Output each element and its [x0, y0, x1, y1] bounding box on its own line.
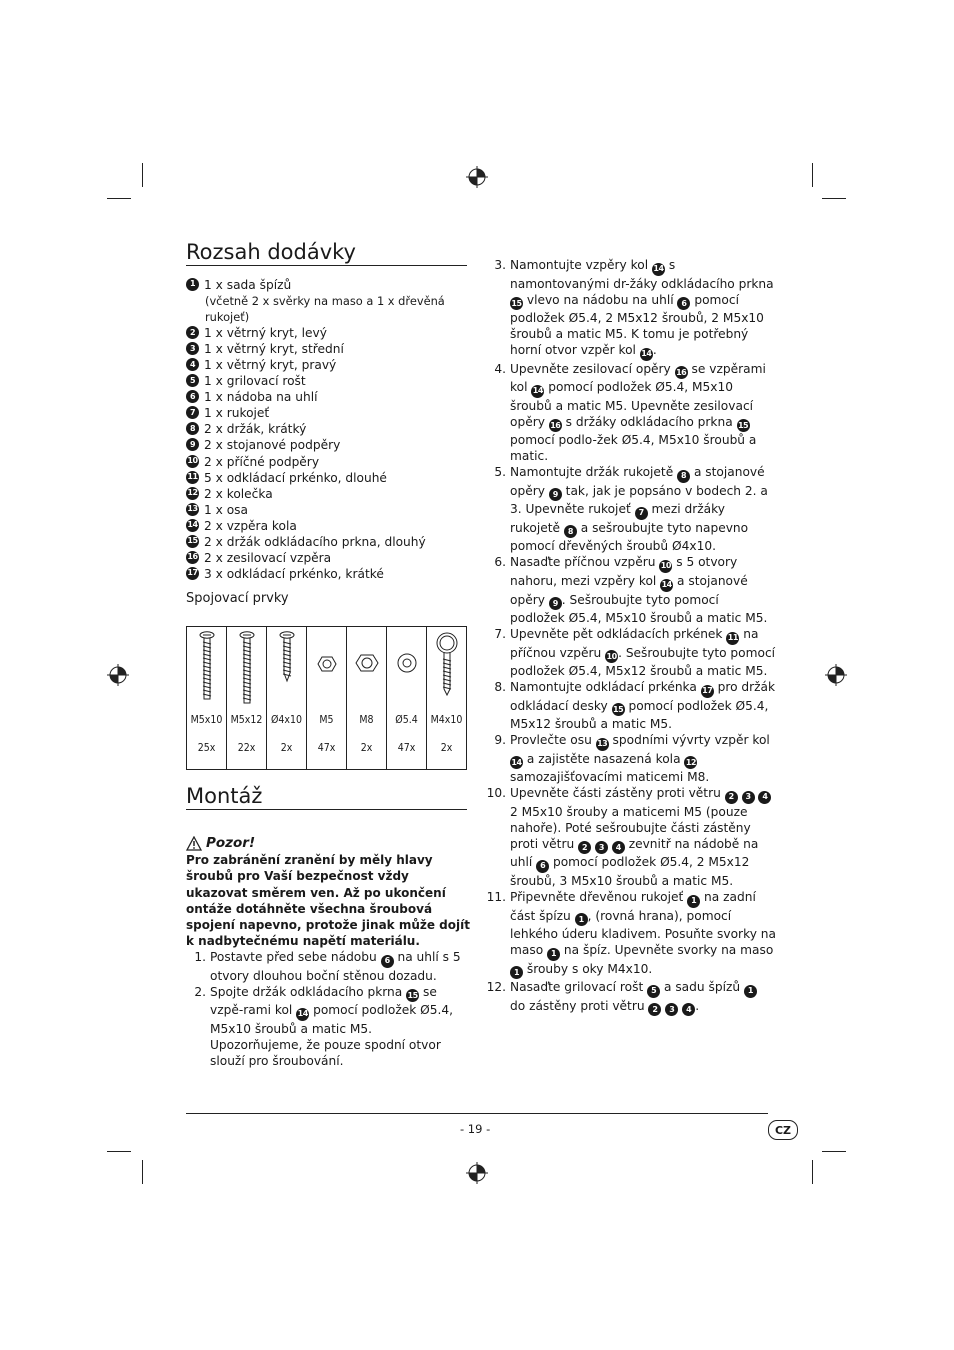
assembly-step [486, 554, 776, 626]
part-number-badge: 12 [684, 756, 697, 769]
part-item [186, 454, 476, 470]
warning-triangle-icon [186, 836, 202, 851]
hardware-table [186, 626, 467, 770]
part-number-badge: 14 [660, 579, 673, 592]
assembly-step [486, 979, 776, 1016]
part-number-badge: 6 [186, 390, 199, 403]
part-number-badge: 3 [742, 791, 755, 804]
screw-icon [227, 627, 266, 707]
part-number-badge: 15 [510, 297, 523, 310]
part-number-badge: 2 [578, 841, 591, 854]
part-number-badge: 13 [596, 738, 609, 751]
hardware-cell [267, 627, 307, 770]
registration-mark-icon [466, 1162, 488, 1184]
part-item [186, 341, 476, 357]
step-number: 4. [494, 361, 506, 376]
part-text: 1 x větrný kryt, pravý [204, 358, 337, 373]
screw-short-icon [187, 627, 226, 707]
hardware-count: 2x [280, 742, 293, 754]
footer-rule [186, 1113, 768, 1114]
crop-mark [822, 1151, 846, 1152]
part-text: 2 x držák, krátký [204, 422, 307, 437]
step-text: Namontujte odkládací prkénka 17 pro držák odkládací desky 15 pomocí podložek Ø5.4, M5x12 šroubů a matic M5. [510, 680, 776, 732]
part-item [186, 566, 476, 582]
hardware-heading: Spojovací prvky [186, 591, 289, 606]
part-item [186, 373, 476, 389]
part-number-badge: 4 [758, 791, 771, 804]
steps-list-right [486, 257, 776, 1016]
steps-list-left [186, 949, 471, 1069]
part-number-badge: 8 [677, 470, 690, 483]
part-text: 2 x zesilovací vzpěra [204, 550, 332, 565]
part-text: 2 x držák odkládacího prkna, dlouhý [204, 534, 426, 549]
part-number-badge: 4 [682, 1003, 695, 1016]
assembly-step [186, 949, 471, 984]
part-number-badge: 11 [726, 632, 739, 645]
part-number-badge: 1 [744, 985, 757, 998]
hardware-count: 2x [360, 742, 373, 754]
part-number-badge: 1 [186, 278, 199, 291]
part-number-badge: 17 [186, 567, 199, 580]
part-item [186, 325, 476, 341]
parts-list [186, 277, 476, 582]
part-item [186, 486, 476, 502]
part-number-badge: 12 [186, 487, 199, 500]
step-number: 5. [494, 465, 506, 480]
part-text: 1 x větrný kryt, střední [204, 342, 344, 357]
hardware-count: 25x [197, 742, 216, 754]
crop-mark [107, 198, 131, 199]
hardware-label: M5x12 [230, 714, 263, 726]
part-item [186, 405, 476, 421]
step-text: Připevněte dřevěnou rukojeť 1 na zadní část špízu 1 , (rovná hrana), pomocí lehkého úderu kladivem. Posuňte svorky na maso 1 na špíz. Upevněte svorky na maso 1 šrouby s oky M4x10. [510, 889, 776, 979]
part-number-badge: 11 [186, 471, 199, 484]
hardware-label: M5x10 [190, 714, 223, 726]
part-number-badge: 4 [612, 841, 625, 854]
wood-screw-icon [267, 627, 306, 707]
part-number-badge: 6 [677, 297, 690, 310]
part-number-badge: 3 [186, 342, 199, 355]
assembly-step [486, 361, 776, 465]
part-number-badge: 13 [186, 503, 199, 516]
crop-mark [107, 1151, 131, 1152]
part-number-badge: 1 [510, 966, 523, 979]
part-item [186, 389, 476, 405]
warning-text: Pro zabránění zranění by měly hlavy šroubů pro Vaší bezpečnost vždy ukazovat směrem ven. Až po ukončení ontáže dotáhněte všechna šroubová spojení napevno, protože jinak může dojít k nadbytečnému napětí materiálu. [186, 853, 470, 949]
part-text: 3 x odkládací prkénko, krátké [204, 566, 384, 581]
hardware-cell [307, 627, 347, 770]
part-number-badge: 1 [575, 913, 588, 926]
hardware-count: 2x [440, 742, 453, 754]
registration-mark-icon [107, 664, 129, 686]
warning-title: Pozor! [186, 835, 471, 851]
nut-large-icon [347, 627, 386, 707]
part-item [186, 437, 476, 453]
crop-mark [812, 163, 813, 187]
part-number-badge: 9 [549, 488, 562, 501]
hardware-count: 47x [317, 742, 336, 754]
step-text: Upevněte části zástěny proti větru 2 3 4 2 M5x10 šrouby a maticemi M5 (pouze nahoře). Poté sešroubujte části zástěny proti větru 2 3 4 zevnitř na nádobě na uhlí 6 pomocí podložek Ø5.4, 2 M5x12 šroubů, 3 M5x10 šroubů a matic M5. [510, 785, 776, 889]
part-text: 5 x odkládací prkénko, dlouhé [204, 470, 387, 485]
part-number-badge: 17 [701, 685, 714, 698]
warning-box [186, 835, 471, 949]
part-number-badge: 14 [296, 1008, 309, 1021]
registration-mark-icon [466, 166, 488, 188]
part-number-badge: 8 [186, 422, 199, 435]
part-text: 1 x rukojeť [204, 406, 270, 421]
nut-small-icon [307, 627, 346, 707]
part-item [186, 277, 476, 293]
part-number-badge: 2 [725, 791, 738, 804]
part-text: 2 x příčné podpěry [204, 454, 320, 469]
crop-mark [822, 198, 846, 199]
step-number: 6. [494, 555, 506, 570]
step-text: Namontujte držák rukojetě 8 a stojanové opěry 9 tak, jak je popsáno v bodech 2. a 3. Upevněte rukojeť 7 mezi držáky rukojetě 8 a sešroubujte tyto napevno pomocí dřevěných šroubů Ø4x10. [510, 465, 768, 554]
part-text: 2 x kolečka [204, 486, 273, 501]
step-number: 8. [494, 680, 506, 695]
part-number-badge: 3 [595, 841, 608, 854]
hardware-cell [187, 627, 227, 770]
part-number-badge: 15 [186, 535, 199, 548]
assembly-step [486, 889, 776, 979]
part-number-badge: 16 [186, 551, 199, 564]
assembly-heading: Montáž [186, 784, 467, 810]
assembly-step [486, 257, 776, 361]
part-number-badge: 5 [186, 374, 199, 387]
step-text: Upevněte pět odkládacích prkének 11 na příčnou vzpěru 10. Sešroubujte tyto pomocí podložek Ø5.4, M5x12 šroubů a matic M5. [510, 627, 776, 679]
part-item [186, 470, 476, 486]
part-number-badge: 14 [652, 263, 665, 276]
part-number-badge: 9 [549, 597, 562, 610]
part-number-badge: 15 [612, 703, 625, 716]
part-number-badge: 14 [531, 385, 544, 398]
step-text: Spojte držák odkládacího pkrna 15 se vzpě-rami kol 14 pomocí podložek Ø5.4, M5x10 šroubů a matic M5. Upozorňujeme, že pouze spodní otvor slouží pro šroubování. [210, 984, 454, 1068]
part-number-badge: 16 [675, 366, 688, 379]
registration-mark-icon [825, 664, 847, 686]
crop-mark [142, 163, 143, 187]
step-text: Nasaďte příčnou vzpěru 10 s 5 otvory nahoru, mezi vzpěry kol 14 a stojanové opěry 9 . Sešroubujte tyto pomocí podložek Ø5.4, M5x10 šroubů a matic M5. [510, 555, 768, 626]
part-number-badge: 8 [564, 525, 577, 538]
part-item [186, 421, 476, 437]
hardware-cell [227, 627, 267, 770]
step-number: 11. [486, 890, 506, 904]
part-number-badge: 10 [659, 560, 672, 573]
part-text: 1 x sada špízů [204, 278, 292, 292]
step-text: Nasaďte grilovací rošt 5 a sadu špízů 1 do zástěny proti větru 2 3 4 . [510, 979, 776, 1016]
assembly-step [186, 984, 471, 1069]
part-number-badge: 5 [647, 985, 660, 998]
hardware-cell [387, 627, 427, 770]
hardware-label: M8 [359, 714, 374, 726]
assembly-step [486, 732, 776, 785]
crop-mark [142, 1160, 143, 1184]
washer-icon [387, 627, 426, 707]
part-number-badge: 1 [687, 895, 700, 908]
part-number-badge: 15 [737, 419, 750, 432]
assembly-step [486, 626, 776, 679]
part-text: 1 x grilovací rošt [204, 374, 306, 389]
part-number-badge: 4 [186, 358, 199, 371]
step-number: 2. [194, 984, 206, 999]
part-text: 1 x osa [204, 502, 248, 517]
step-text: Postavte před sebe nádobu 6 na uhlí s 5 otvory dlouhou boční stěnou dozadu. [210, 950, 461, 983]
assembly-step [486, 679, 776, 732]
part-number-badge: 7 [186, 406, 199, 419]
crop-mark [812, 1160, 813, 1184]
hardware-label: M5 [319, 714, 334, 726]
part-text: 2 x vzpěra kola [204, 518, 297, 533]
part-number-badge: 10 [605, 650, 618, 663]
part-text: 2 x stojanové podpěry [204, 438, 341, 453]
part-number-badge: 9 [186, 438, 199, 451]
part-number-badge: 15 [406, 989, 419, 1002]
eye-bolt-icon [427, 627, 466, 707]
part-item [186, 502, 476, 518]
part-number-badge: 16 [549, 419, 562, 432]
part-number-badge: 2 [186, 326, 199, 339]
part-subtext: (včetně 2 x svěrky na maso a 1 x dřevěná rukojeť) [205, 294, 445, 325]
step-number: 12. [486, 980, 506, 995]
part-number-badge: 3 [665, 1003, 678, 1016]
page-number: - 19 - [460, 1122, 491, 1136]
part-text: 1 x větrný kryt, levý [204, 326, 327, 341]
part-item [186, 518, 476, 534]
step-number: 10. [486, 786, 506, 801]
step-text: Namontujte vzpěry kol 14 s namontovanými dr-žáky odkládacího prkna 15 vlevo na nádobu na uhlí 6 pomocí podložek Ø5.4, 2 M5x12 šroubů, 2 M5x10 šroubů a matic M5. K tomu je potřebný horní otvor vzpěr kol 14. [510, 257, 776, 361]
delivery-heading: Rozsah dodávky [186, 240, 467, 266]
step-number: 1. [194, 950, 206, 964]
part-number-badge: 14 [640, 348, 653, 361]
step-text: Provlečte osu 13 spodními vývrty vzpěr kol 14 a zajistěte nasazená kola 12 samozajišťovacími maticemi M8. [510, 733, 770, 785]
step-number: 7. [494, 627, 506, 642]
part-item [186, 534, 476, 550]
step-number: 3. [494, 258, 506, 272]
step-number: 9. [494, 733, 506, 748]
hardware-cell [347, 627, 387, 770]
part-number-badge: 6 [536, 860, 549, 873]
assembly-step [486, 785, 776, 889]
part-item [186, 550, 476, 566]
part-number-badge: 14 [186, 519, 199, 532]
part-number-badge: 7 [635, 507, 648, 520]
part-number-badge: 6 [381, 955, 394, 968]
hardware-label: Ø5.4 [395, 714, 418, 726]
language-badge: CZ [768, 1120, 798, 1140]
hardware-count: 47x [397, 742, 416, 754]
part-number-badge: 14 [510, 756, 523, 769]
part-number-badge: 2 [648, 1003, 661, 1016]
part-item [186, 357, 476, 373]
hardware-label: M4x10 [430, 714, 463, 726]
part-text: 1 x nádoba na uhlí [204, 390, 318, 405]
part-number-badge: 1 [547, 948, 560, 961]
hardware-label: Ø4x10 [270, 714, 303, 726]
step-text: Upevněte zesilovací opěry 16 se vzpěrami kol 14 pomocí podložek Ø5.4, M5x10 šroubů a matic M5. Upevněte zesilovací opěry 16 s držáky odkládacího prkna 15 pomocí podlo-žek Ø5.4, M5x10 šroubů a matic. [510, 361, 766, 464]
part-number-badge: 10 [186, 455, 199, 468]
hardware-count: 22x [237, 742, 256, 754]
hardware-cell [427, 627, 467, 770]
assembly-step [486, 464, 776, 554]
